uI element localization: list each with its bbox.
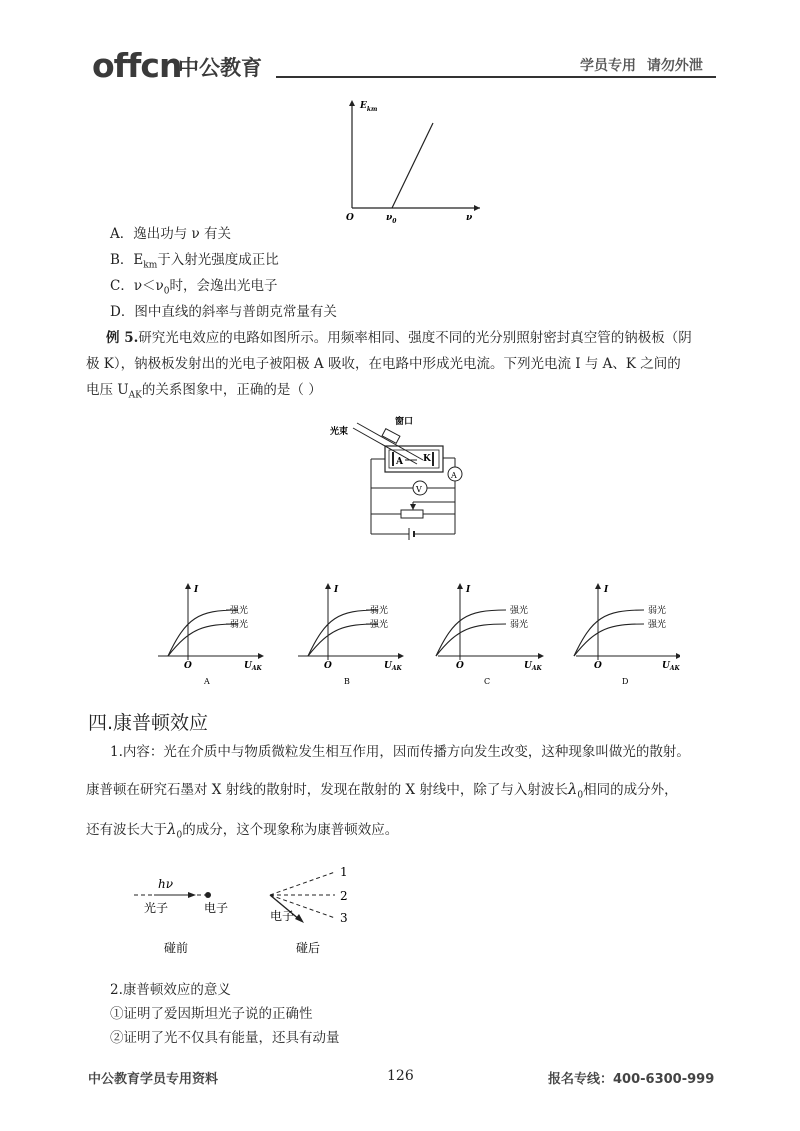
compton-after: 碰后 [296,941,321,955]
circuit-cathode: K [423,454,431,464]
compton-before: 碰前 [164,941,189,955]
footer-left: 中公教育学员专用资料 [88,1072,219,1087]
iv-y-label: I [194,585,199,595]
significance-item2: ②证明了光不仅具有能量，还具有动量 [110,1030,340,1046]
footer-right: 报名专线：400-6300-999 [548,1072,715,1087]
iv-path [308,610,378,656]
compton-electron2: 电子 [270,909,295,923]
iv-path [168,624,238,656]
compton-ray1: 1 [340,865,348,879]
ekm-v0: $\nu_0$ [386,213,397,225]
compton-hv: hν [158,877,174,891]
iv-graph-a [158,583,264,686]
section-title: 四.康普顿效应 [88,712,209,734]
circuit-voltmeter: V [416,485,422,494]
circuit-ammeter: A [451,471,457,480]
example-line1: 例 5.研究光电效应的电路如图所示。用频率相同、强度不同的光分别照射密封真空管的钠极板（阴 [106,330,692,346]
iv-lower-label: 弱光 [230,620,249,630]
page-number: 126 [387,1068,414,1084]
iv-path [168,610,238,656]
iv-letter: D [622,677,629,686]
significance-item1: ①证明了爱因斯坦光子说的正确性 [110,1006,313,1022]
compton-ray2: 2 [340,889,348,903]
iv-graphs [150,580,680,690]
iv-lower-label: 弱光 [510,620,529,630]
compton-electron: 电子 [204,901,229,915]
iv-graph-d [574,583,680,686]
header-rule [276,76,716,78]
iv-letter: C [484,677,491,686]
iv-polygon [325,583,331,589]
logo-text: offcn [92,46,182,85]
compton-figure [130,862,352,962]
section-p1-line2: 康普顿在研究石墨对 X 射线的散射时，发现在散射的 X 射线中，除了与入射波长$\lambda_0$相同的成分外， [86,780,678,801]
ekm-graph [340,96,490,226]
section-p1-line1: 1.内容：光在介质中与物质微粒发生相互作用，因而传播方向发生改变，这种现象叫做光的散射。 [110,744,690,760]
iv-graph-b [298,583,404,686]
iv-path [436,624,506,656]
compton-ray3: 3 [340,911,348,925]
iv-polygon [538,653,544,659]
iv-polygon [595,583,601,589]
iv-origin: O [184,661,192,671]
iv-x-label: $U_{AK}$ [244,661,262,672]
iv-polygon [258,653,264,659]
iv-letter: B [344,677,350,686]
logo-cn: 中公教育 [178,56,262,80]
iv-path [574,610,644,656]
iv-origin: O [324,661,332,671]
iv-polygon [398,653,404,659]
option-b: B．$E_{km}$于入射光强度成正比 [110,252,279,271]
iv-y-label: I [466,585,471,595]
iv-upper-label: 弱光 [648,606,667,616]
iv-polygon [676,653,680,659]
iv-x-label: $U_{AK}$ [384,661,402,672]
example-line2: 极 K），钠极板发射出的光电子被阳极 A 吸收，在电路中形成光电流。下列光电流 I 与 A、K 之间的 [86,356,681,372]
iv-path [574,624,644,656]
significance-title: 2.康普顿效应的意义 [110,982,231,998]
iv-polygon [185,583,191,589]
iv-graph-c [436,583,544,686]
iv-path [308,624,378,656]
section-p1-line3: 还有波长大于$\lambda_0$的成分，这个现象称为康普顿效应。 [86,820,399,841]
circuit-beam-label: 光束 [330,427,349,437]
option-d: D．图中直线的斜率与普朗克常量有关 [110,304,337,320]
ekm-y-label: $E_{km}$ [360,101,378,113]
iv-y-label: I [604,585,609,595]
header-note: 学员专用 请勿外泄 [580,58,703,74]
iv-lower-label: 强光 [370,620,389,630]
iv-lower-label: 强光 [648,620,667,630]
iv-x-label: $U_{AK}$ [662,661,680,672]
iv-upper-label: 强光 [510,606,529,616]
option-a: A．逸出功与 ν 有关 [110,226,232,242]
compton-photon: 光子 [144,901,169,915]
circuit-diagram [325,408,475,548]
iv-letter: A [204,677,210,686]
iv-origin: O [456,661,464,671]
iv-path [436,610,506,656]
option-c: C．$\nu<\nu_0$时，会逸出光电子 [110,278,278,297]
iv-upper-label: 弱光 [370,606,389,616]
iv-origin: O [594,661,602,671]
iv-x-label: $U_{AK}$ [524,661,542,672]
circuit-anode: A [396,457,403,467]
ekm-x-label: ν [466,213,473,223]
circuit-window-label: 窗口 [395,417,414,427]
iv-upper-label: 强光 [230,606,249,616]
iv-y-label: I [334,585,339,595]
example-line3: 电压 $U_{AK}$的关系图象中，正确的是（ ） [86,382,322,401]
ekm-origin: O [346,213,354,223]
iv-polygon [457,583,463,589]
